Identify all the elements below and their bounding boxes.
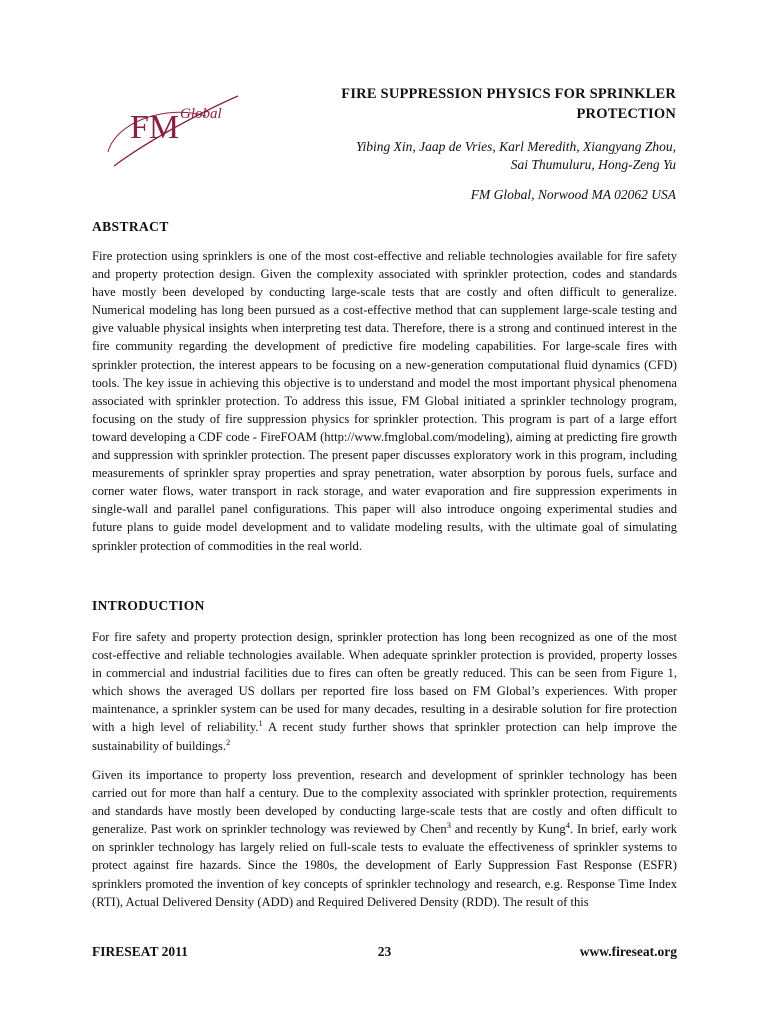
affiliation: FM Global, Norwood MA 02062 USA xyxy=(470,187,676,202)
title-line-2: PROTECTION xyxy=(576,106,676,122)
introduction-heading: INTRODUCTION xyxy=(92,598,205,613)
fm-global-logo xyxy=(106,82,246,172)
authors-line-1: Yibing Xin, Jaap de Vries, Karl Meredith, Xiangyang Zhou, xyxy=(356,139,676,154)
intro-p1-text-b: A recent study further shows that sprinkler protection can help improve the sustainability of buildings. xyxy=(92,720,677,753)
intro-p1-text-a: For fire safety and property protection design, sprinkler protection has long been recognized as one of the most cost-effective and reliable technologies available. When adequate sprinkler protection is provided, property losses in commercial and industrial facilities due to fires can often be greatly reduced. This can be seen from Figure 1, which shows the averaged US dollars per reported fire loss based on FM Global’s experiences. With proper maintenance, a sprinkler system can be used for many decades, resulting in a desirable solution for fire protection with a high level of reliability. xyxy=(92,630,677,735)
footer-page-number: 23 xyxy=(377,944,392,959)
intro-p2-text-a: Given its importance to property loss prevention, research and development of sprinkler technology has been carried out for more than half a century. Due to the complexity associated with sprinkler protection, requirements and standards have mostly been developed by conducting large-scale tests that are costly and often difficult to generalize. Past work on sprinkler technology was reviewed by Chen xyxy=(92,768,677,837)
intro-paragraph-1 xyxy=(92,628,677,755)
abstract-paragraph: Fire protection using sprinklers is one of the most cost-effective and reliable technologies available for fire safety and property protection design. Given the complexity associated with sprinkler protection, codes and standards have mostly been developed by conducting large-scale tests that are costly and often difficult to generalize. Numerical modeling has long been pursued as a cost-effective method that can supplement large-scale testing and give valuable physical insights when interpreting test data. Therefore, there is a strong and continued interest in the fire community regarding the development of predictive fire modeling capabilities. For large-scale fires with sprinkler protection, the interest appears to be focusing on a new-generation computational fluid dynamics (CFD) tools. The key issue in achieving this objective is to understand and model the most important physical phenomena associated with sprinkler protection. To address this issue, FM Global initiated a sprinkler technology program, focusing on the study of fire suppression physics for sprinkler protection. This program is part of a large effort toward developing a CDF code - FireFOAM (http://www.fmglobal.com/modeling), aiming at predicting fire growth and suppression with sprinkler protection. The present paper discusses exploratory work in this program, including measurements of sprinkler spray properties and spray penetration, water absorption by porous fuels, surface and corner water flows, water transport in rack storage, and water evaporation and fire suppression experiments in single-wall and parallel panel configurations. This paper will also introduce ongoing experimental studies and future plans to guide model development and to validate modeling results, with the ultimate goal of simulating sprinkler protection of commodities in the real world. xyxy=(92,249,677,553)
logo-brand-sub-text: Global xyxy=(180,106,222,122)
page-footer xyxy=(92,944,677,962)
citation-ref-3: 3 xyxy=(446,820,451,831)
citation-ref-2: 2 xyxy=(225,736,231,747)
intro-p2-text-b: and recently by Kung xyxy=(450,822,566,837)
citation-ref-4: 4 xyxy=(565,820,570,831)
footer-conference: FIRESEAT 2011 xyxy=(92,944,188,959)
authors-line-2: Sai Thumuluru, Hong-Zeng Yu xyxy=(510,157,676,172)
title-line-1: FIRE SUPPRESSION PHYSICS FOR SPRINKLER xyxy=(341,86,676,102)
citation-ref-1: 1 xyxy=(258,718,263,729)
intro-paragraph-2 xyxy=(92,766,677,911)
author-list xyxy=(256,138,676,174)
footer-website: www.fireseat.org xyxy=(579,944,677,959)
paper-title xyxy=(296,84,676,124)
abstract-heading: ABSTRACT xyxy=(92,219,169,234)
logo-brand-text: FM xyxy=(130,109,180,146)
fm-global-logo-graphic xyxy=(106,82,246,172)
intro-p2-text-c: . In brief, early work on sprinkler technology has largely relied on full-scale tests to evaluate the effectiveness of sprinkler systems to protect against fire hazards. Since the 1980s, the development of Early Suppression Fast Response (ESFR) sprinklers promoted the invention of key concepts of sprinkler technology and research, e.g. Response Time Index (RTI), Actual Delivered Density (ADD) and Required Delivered Density (RDD). The result of this xyxy=(92,822,677,909)
